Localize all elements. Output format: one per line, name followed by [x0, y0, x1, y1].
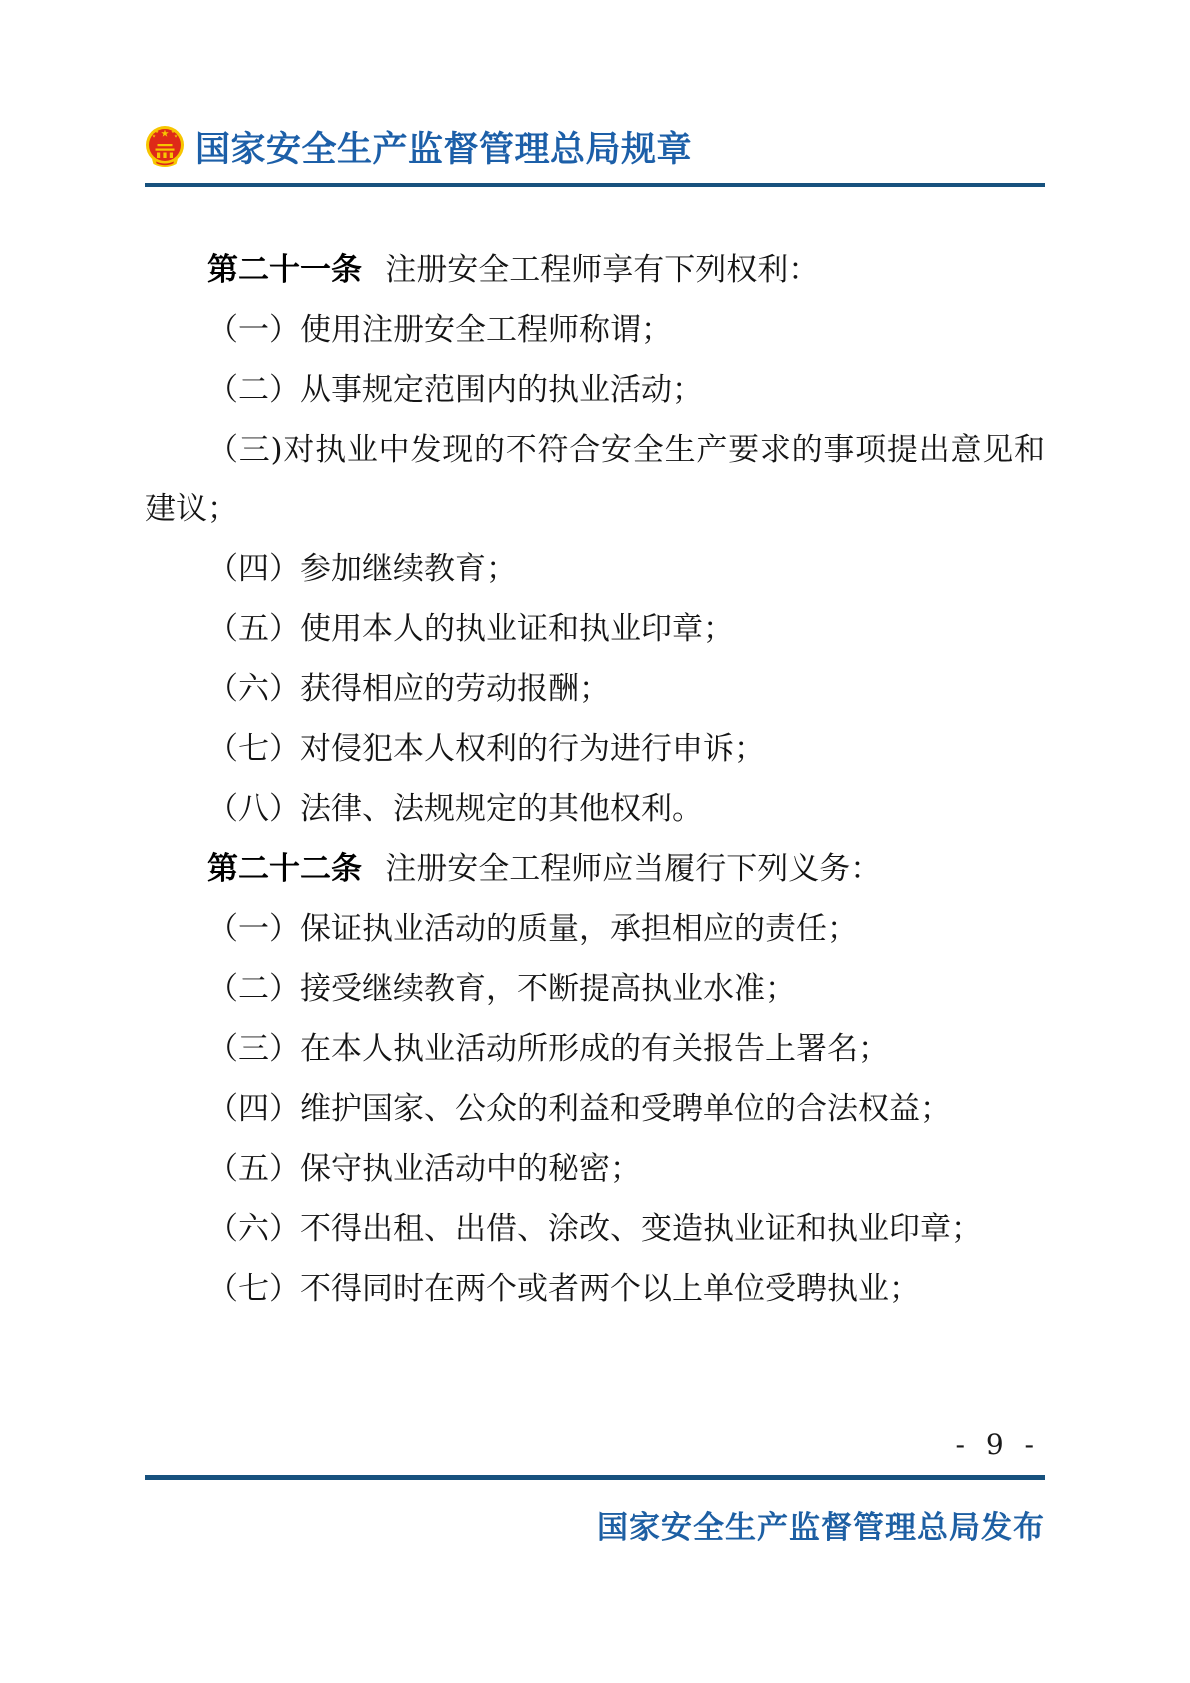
- paragraph-text: （八）法律、法规规定的其他权利。: [207, 791, 703, 827]
- paragraph-text: （一）保证执业活动的质量，承担相应的责任；: [207, 911, 858, 947]
- paragraph-text: （三）在本人执业活动所形成的有关报告上署名；: [207, 1031, 889, 1067]
- article-number: 第二十二条: [207, 851, 362, 886]
- paragraph-text: （七）对侵犯本人权利的行为进行申诉；: [207, 731, 765, 767]
- paragraph-item: [145, 719, 1045, 779]
- article-number: 第二十一条: [207, 252, 362, 287]
- paragraph-item: [145, 599, 1045, 659]
- paragraph-text: （四）参加继续教育；: [207, 551, 517, 587]
- paragraph-text: （三)对执业中发现的不符合安全生产要求的事项提出意见和建议；: [145, 432, 1045, 527]
- paragraph-item: [145, 360, 1045, 420]
- header-title: 国家安全生产监督管理总局规章: [195, 130, 693, 169]
- paragraph-item: [145, 779, 1045, 839]
- document-body: [145, 240, 1045, 1319]
- paragraph-item: [145, 1139, 1045, 1199]
- paragraph-item: [145, 899, 1045, 959]
- paragraph-text: 注册安全工程师应当履行下列义务：: [385, 851, 882, 887]
- page-number: - 9 -: [955, 1428, 1040, 1461]
- paragraph-item: [145, 959, 1045, 1019]
- paragraph-item: [145, 539, 1045, 599]
- paragraph-item: [145, 300, 1045, 360]
- paragraph-item: [145, 420, 1045, 539]
- paragraph-text: （七）不得同时在两个或者两个以上单位受聘执业；: [207, 1271, 920, 1307]
- paragraph-item: [145, 1019, 1045, 1079]
- paragraph-text: （五）使用本人的执业证和执业印章；: [207, 611, 734, 647]
- paragraph-text: 注册安全工程师享有下列权利：: [385, 252, 820, 288]
- paragraph-text: （四）维护国家、公众的利益和受聘单位的合法权益；: [207, 1091, 951, 1127]
- document-page: [145, 0, 1045, 1683]
- paragraph-text: （一）使用注册安全工程师称谓；: [207, 312, 672, 348]
- paragraph-text: （二）从事规定范围内的执业活动；: [207, 372, 703, 408]
- footer-rule: [145, 1475, 1045, 1480]
- paragraph-text: （五）保守执业活动中的秘密；: [207, 1151, 641, 1187]
- paragraph-item: [145, 659, 1045, 719]
- paragraph-item: [145, 1199, 1045, 1259]
- paragraph-text: （二）接受继续教育，不断提高执业水准；: [207, 971, 796, 1007]
- paragraph-text: （六）不得出租、出借、涂改、变造执业证和执业印章；: [207, 1211, 982, 1247]
- paragraph-article-21: [145, 240, 1045, 300]
- paragraph-article-22: [145, 839, 1045, 899]
- footer-publisher: 国家安全生产监督管理总局发布: [597, 1510, 1045, 1545]
- paragraph-text: （六）获得相应的劳动报酬；: [207, 671, 610, 707]
- paragraph-item: [145, 1079, 1045, 1139]
- header-rule: [145, 183, 1045, 187]
- document-header: [145, 121, 1045, 187]
- china-national-emblem-icon: [145, 122, 185, 172]
- paragraph-item: [145, 1259, 1045, 1319]
